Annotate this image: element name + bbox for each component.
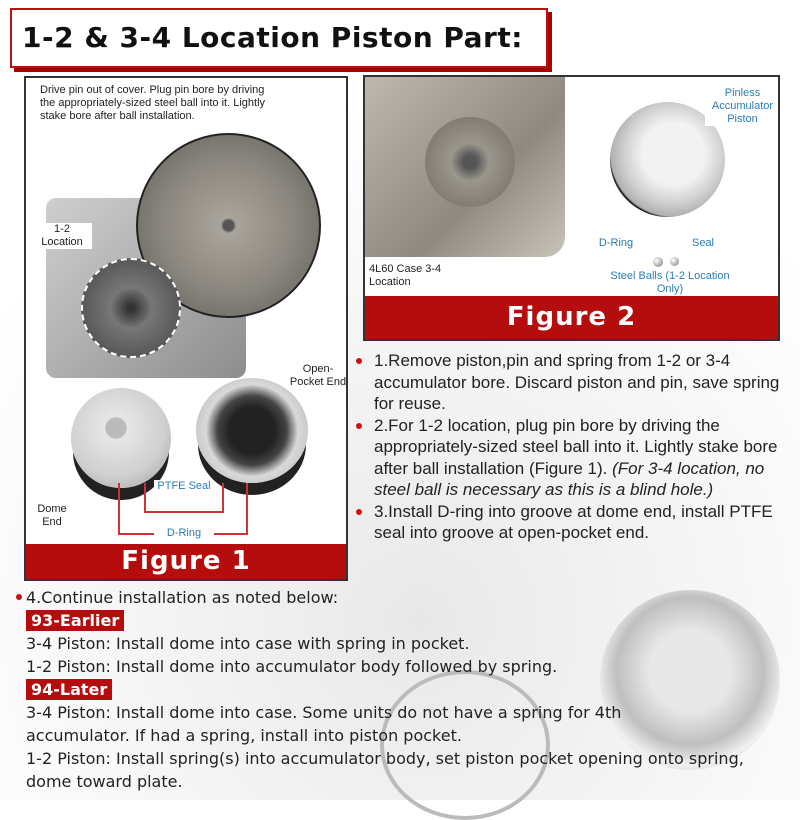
open-pocket-piston-image bbox=[196, 378, 308, 483]
open-pocket-label: Open-Pocket End bbox=[289, 363, 347, 388]
instruction-steps bbox=[352, 350, 797, 544]
step-3 bbox=[352, 501, 797, 544]
dome-end-label: Dome End bbox=[37, 503, 67, 528]
later-line: 1-2 Piston: Install spring(s) into accumulator body, set piston pocket opening onto spring, dome toward plate. bbox=[26, 749, 744, 791]
step-note: (For 3-4 location, no steel ball is necessary as this is a blind hole.) bbox=[374, 458, 765, 499]
figure2-caption: Figure 2 bbox=[365, 296, 778, 339]
steel-ball-icon bbox=[653, 257, 663, 267]
piston-label: Pinless Accumulator Piston bbox=[705, 87, 780, 126]
earlier-line: 1-2 Piston: Install dome into accumulator body followed by spring. bbox=[26, 657, 558, 676]
ptfe-seal-label: PTFE Seal bbox=[154, 480, 214, 493]
bullet-icon bbox=[16, 594, 22, 600]
steel-balls-label: Steel Balls (1-2 Location Only) bbox=[610, 270, 730, 295]
step-text: 1.Remove piston,pin and spring from 1-2 or 3-4 accumulator bore. Discard piston and pin, save spring for reuse. bbox=[374, 351, 780, 413]
accumulator-bore-image bbox=[425, 117, 515, 207]
step-text: 3.Install D-ring into groove at dome end, install PTFE seal into groove at open-pocket end. bbox=[374, 501, 773, 542]
figure1-note: Drive pin out of cover. Plug pin bore by driving the appropriately-sized steel ball into it. Lightly stake bore after ball installation. bbox=[40, 84, 266, 122]
page-title: 1-2 & 3-4 Location Piston Part: bbox=[10, 8, 548, 68]
earlier-line: 3-4 Piston: Install dome into case with spring in pocket. bbox=[26, 634, 470, 653]
steel-ball-icon bbox=[670, 257, 679, 266]
step-1 bbox=[352, 350, 797, 415]
bullet-icon bbox=[356, 358, 362, 364]
tag-94-later: 94-Later bbox=[26, 679, 112, 700]
bullet-icon bbox=[356, 509, 362, 515]
step-4 bbox=[26, 586, 796, 793]
dring-label: D-Ring bbox=[154, 527, 214, 540]
dring-label: D-Ring bbox=[598, 237, 634, 249]
figure1-caption: Figure 1 bbox=[26, 544, 346, 579]
dome-end-piston-image bbox=[71, 388, 171, 488]
step4-heading bbox=[26, 586, 796, 609]
step-text: 4.Continue installation as noted below: bbox=[26, 588, 339, 607]
step-text: 2.For 1-2 location, plug pin bore by driving the appropriately-sized steel ball into it. Lightly stake bore after ball installation (Figure 1). bbox=[374, 415, 778, 478]
case-label: 4L60 Case 3-4 Location bbox=[369, 263, 442, 288]
figure-1 bbox=[24, 76, 348, 581]
step-2 bbox=[352, 415, 797, 501]
later-line: 3-4 Piston: Install dome into case. Some units do not have a spring for 4th accumulator. If had a spring, install into piston pocket. bbox=[26, 703, 622, 745]
location-label: 1-2 Location bbox=[32, 223, 92, 249]
seal-label: Seal bbox=[691, 237, 715, 249]
bullet-icon bbox=[356, 423, 362, 429]
cover-image bbox=[81, 258, 181, 358]
figure-2 bbox=[363, 75, 780, 341]
tag-93-earlier: 93-Earlier bbox=[26, 610, 124, 631]
